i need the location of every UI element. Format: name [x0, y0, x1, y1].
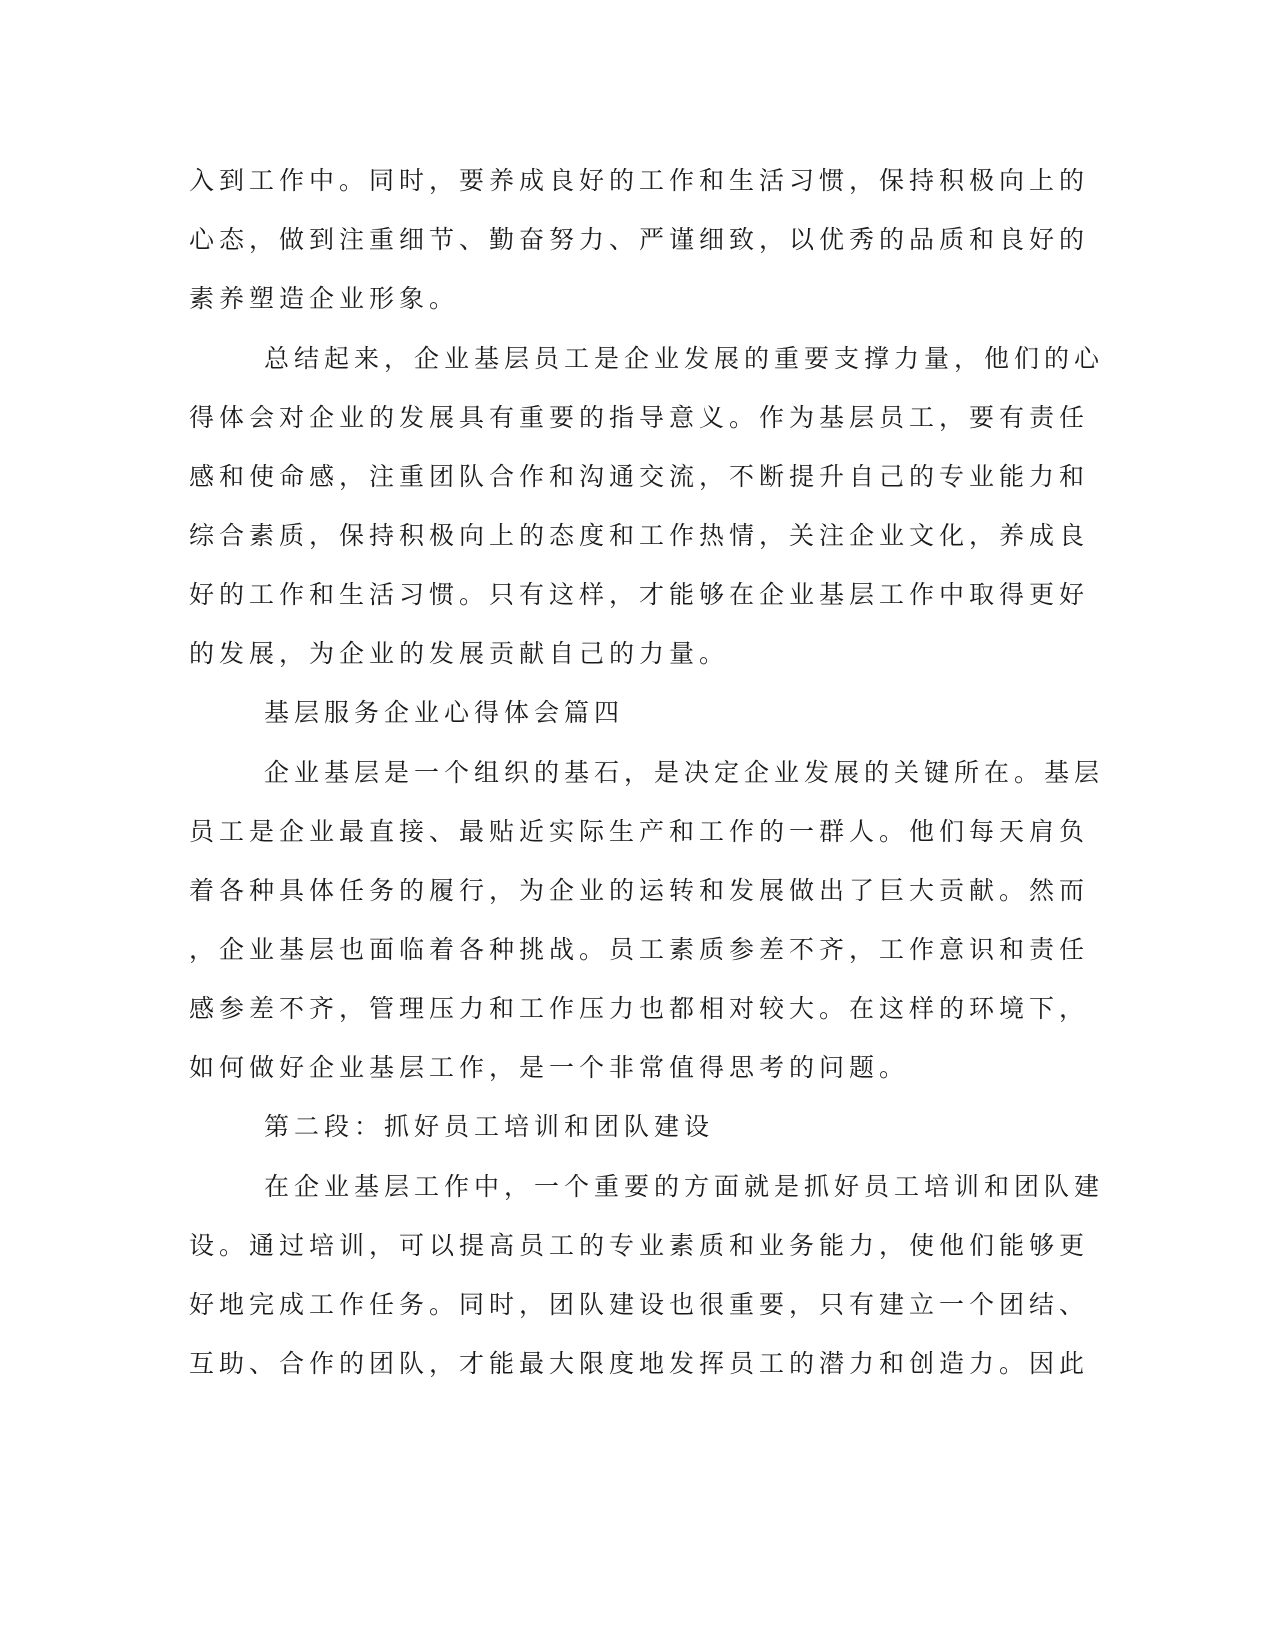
section-heading: 第二段：抓好员工培训和团队建设	[264, 1112, 715, 1141]
text-line: 员工是企业最直接、最贴近实际生产和工作的一群人。他们每天肩负	[189, 817, 1090, 846]
text-line: 好的工作和生活习惯。只有这样，才能够在企业基层工作中取得更好	[189, 580, 1090, 609]
text-line: 设。通过培训，可以提高员工的专业素质和业务能力，使他们能够更	[189, 1231, 1090, 1260]
text-line: ，企业基层也面临着各种挑战。员工素质参差不齐，工作意识和责任	[189, 935, 1090, 964]
text-line: 入到工作中。同时，要养成良好的工作和生活习惯，保持积极向上的	[189, 166, 1090, 195]
text-line: 如何做好企业基层工作，是一个非常值得思考的问题。	[189, 1053, 910, 1082]
text-line: 综合素质，保持积极向上的态度和工作热情，关注企业文化，养成良	[189, 521, 1090, 550]
text-line: 着各种具体任务的履行，为企业的运转和发展做出了巨大贡献。然而	[189, 876, 1090, 905]
text-line: 心态，做到注重细节、勤奋努力、严谨细致，以优秀的品质和良好的	[189, 225, 1090, 254]
paragraph-first-line: 企业基层是一个组织的基石，是决定企业发展的关键所在。基层	[264, 758, 1105, 787]
text-line: 感和使命感，注重团队合作和沟通交流，不断提升自己的专业能力和	[189, 462, 1090, 491]
text-line: 感参差不齐，管理压力和工作压力也都相对较大。在这样的环境下，	[189, 994, 1090, 1023]
text-line: 的发展，为企业的发展贡献自己的力量。	[189, 639, 730, 668]
text-line: 素养塑造企业形象。	[189, 284, 460, 313]
paragraph-first-line: 在企业基层工作中，一个重要的方面就是抓好员工培训和团队建	[264, 1172, 1105, 1201]
section-heading: 基层服务企业心得体会篇四	[264, 698, 625, 727]
text-line: 好地完成工作任务。同时，团队建设也很重要，只有建立一个团结、	[189, 1290, 1090, 1319]
text-line: 互助、合作的团队，才能最大限度地发挥员工的潜力和创造力。因此	[189, 1349, 1090, 1378]
paragraph-first-line: 总结起来，企业基层员工是企业发展的重要支撑力量，他们的心	[264, 344, 1105, 373]
text-line: 得体会对企业的发展具有重要的指导意义。作为基层员工，要有责任	[189, 403, 1090, 432]
